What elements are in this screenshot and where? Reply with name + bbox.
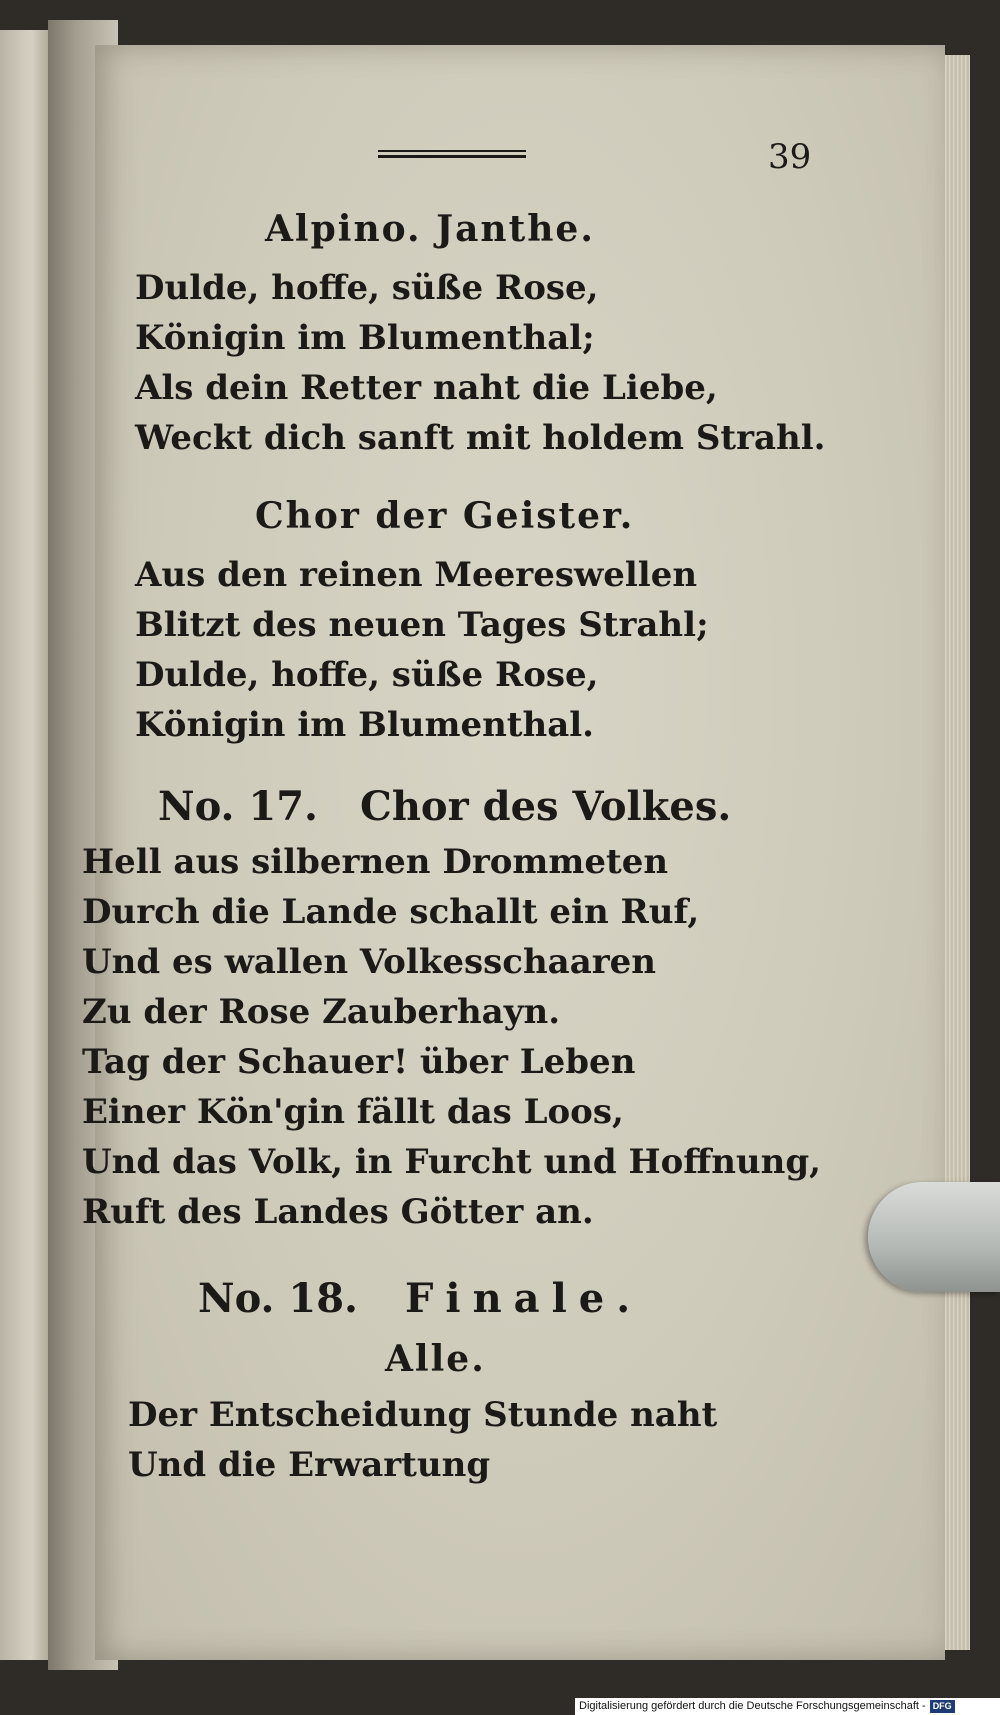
verse-line: Als dein Retter naht die Liebe, <box>135 368 718 408</box>
verse-line: Königin im Blumenthal; <box>135 318 595 358</box>
volk-chorus-title: Chor des Volkes. <box>360 783 732 830</box>
page-clip-tab <box>868 1182 1000 1292</box>
dfg-logo: DFG <box>930 1700 955 1713</box>
speakers-heading: Alpino. Janthe. <box>265 208 595 250</box>
verse-line: Dulde, hoffe, süße Rose, <box>135 655 599 695</box>
chorus-heading: Chor der Geister. <box>255 495 635 537</box>
digitization-footer <box>575 1698 1000 1715</box>
verse-line: Und das Volk, in Furcht und Hoffnung, <box>82 1142 821 1182</box>
footer-text: Digitalisierung gefördert durch die Deutsche Forschungsgemeinschaft - <box>579 1700 926 1712</box>
verse-line: Ruft des Landes Götter an. <box>82 1192 594 1232</box>
finale-title: Finale. <box>405 1275 643 1322</box>
number-17: No. 17. <box>158 783 318 830</box>
number-18: No. 18. <box>198 1275 358 1322</box>
verse-line: Blitzt des neuen Tages Strahl; <box>135 605 709 645</box>
verse-line: Tag der Schauer! über Leben <box>82 1042 636 1082</box>
verse-line: Aus den reinen Meereswellen <box>135 555 698 595</box>
verse-line: Königin im Blumenthal. <box>135 705 594 745</box>
verse-line: Durch die Lande schallt ein Ruf, <box>82 892 700 932</box>
verse-line: Und die Erwartung <box>128 1445 491 1485</box>
verse-line: Zu der Rose Zauberhayn. <box>82 992 561 1032</box>
verse-line: Und es wallen Volkesschaaren <box>82 942 656 982</box>
verse-line: Hell aus silbernen Drommeten <box>82 842 669 882</box>
verse-line: Weckt dich sanft mit holdem Strahl. <box>135 418 826 458</box>
verse-line: Einer Kön'gin fällt das Loos, <box>82 1092 624 1132</box>
header-double-rule <box>378 150 526 161</box>
verse-line: Der Entscheidung Stunde naht <box>128 1395 718 1435</box>
verse-line: Dulde, hoffe, süße Rose, <box>135 268 599 308</box>
page-number: 39 <box>768 137 812 177</box>
left-page-edge <box>0 30 52 1660</box>
alle-heading: Alle. <box>385 1338 486 1380</box>
